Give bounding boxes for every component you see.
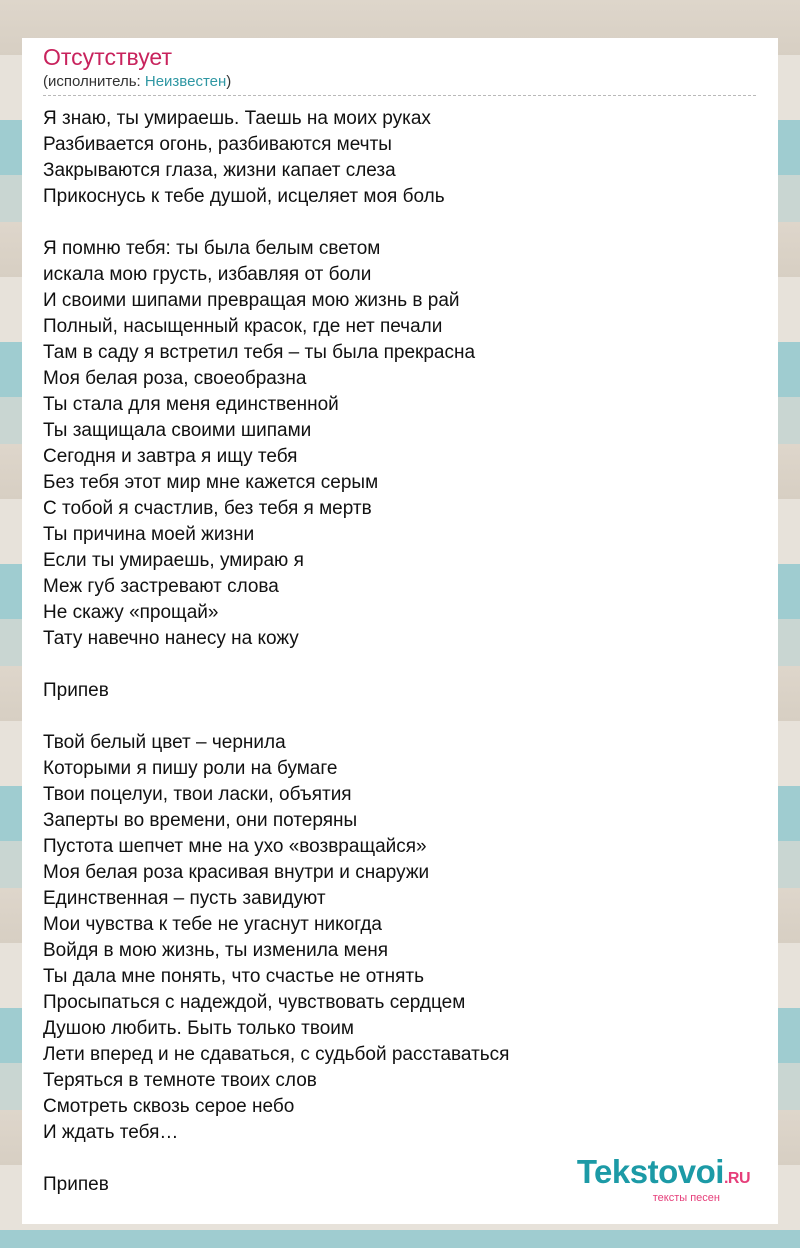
lyric-line: Разбивается огонь, разбиваются мечты <box>43 134 392 155</box>
lyric-line: Припев <box>43 680 109 701</box>
lyric-line: Там в саду я встретил тебя – ты была прекрасна <box>43 342 476 363</box>
lyric-line: Лети вперед и не сдаваться, с судьбой расставаться <box>43 1044 510 1065</box>
lyric-line: Душою любить. Быть только твоим <box>43 1018 354 1039</box>
stanza-gap <box>43 210 778 236</box>
lyric-line: Заперты во времени, они потеряны <box>43 810 358 831</box>
logo-wordmark: Tekstovoi <box>576 1153 724 1190</box>
lyric-line: Полный, насыщенный красок, где нет печали <box>43 316 443 337</box>
lyric-line: Единственная – пусть завидуют <box>43 888 326 909</box>
byline-prefix: (исполнитель: <box>43 73 145 90</box>
stanza-gap <box>43 652 778 678</box>
lyric-line: Я знаю, ты умираешь. Таешь на моих руках <box>43 108 431 129</box>
lyrics-body <box>43 106 778 1198</box>
lyric-line: Я помню тебя: ты была белым светом <box>43 238 381 259</box>
lyric-line: И ждать тебя… <box>43 1122 179 1143</box>
dashed-divider <box>43 95 756 96</box>
lyric-line: Просыпаться с надеждой, чувствовать сердцем <box>43 992 466 1013</box>
lyric-line: Припев <box>43 1174 109 1195</box>
song-title: Отсутствует <box>43 44 172 70</box>
lyric-line: Ты дала мне понять, что счастье не отнять <box>43 966 424 987</box>
lyric-line: Закрываются глаза, жизни капает слеза <box>43 160 396 181</box>
byline-suffix: ) <box>226 73 232 90</box>
lyrics-card <box>22 38 778 1224</box>
lyric-line: Сегодня и завтра я ищу тебя <box>43 446 298 467</box>
artist-byline <box>43 72 778 92</box>
artist-link[interactable]: Неизвестен <box>144 73 227 90</box>
lyric-line: искала мою грусть, избавляя от боли <box>43 264 372 285</box>
stanza-gap <box>43 704 778 730</box>
lyric-line: Моя белая роза, своеобразна <box>43 368 307 389</box>
site-logo[interactable] <box>577 1155 750 1204</box>
logo-tagline: тексты песен <box>652 1192 720 1204</box>
lyric-line: Ты причина моей жизни <box>43 524 255 545</box>
lyric-line: Ты стала для меня единственной <box>43 394 339 415</box>
lyric-line: Прикоснусь к тебе душой, исцеляет моя боль <box>43 186 445 207</box>
lyric-line: Тату навечно нанесу на кожу <box>43 628 299 649</box>
lyric-line: Мои чувства к тебе не угаснут никогда <box>43 914 382 935</box>
lyric-line: Смотреть сквозь серое небо <box>43 1096 295 1117</box>
lyric-line: Которыми я пишу роли на бумаге <box>43 758 338 779</box>
lyric-line: И своими шипами превращая мою жизнь в рай <box>43 290 460 311</box>
lyric-line: Не скажу «прощай» <box>43 602 219 623</box>
lyric-line: Твой белый цвет – чернила <box>43 732 286 753</box>
lyric-line: Войдя в мою жизнь, ты изменила меня <box>43 940 389 961</box>
lyric-line: Ты защищала своими шипами <box>43 420 312 441</box>
lyric-line: Моя белая роза красивая внутри и снаружи <box>43 862 430 883</box>
logo-tld: .RU <box>723 1170 750 1187</box>
lyric-line: Меж губ застревают слова <box>43 576 279 597</box>
lyric-line: Теряться в темноте твоих слов <box>43 1070 317 1091</box>
lyric-line: Твои поцелуи, твои ласки, объятия <box>43 784 352 805</box>
lyric-line: Без тебя этот мир мне кажется серым <box>43 472 379 493</box>
lyric-line: Если ты умираешь, умираю я <box>43 550 304 571</box>
lyric-line: Пустота шепчет мне на ухо «возвращайся» <box>43 836 427 857</box>
lyric-line: С тобой я счастлив, без тебя я мертв <box>43 498 372 519</box>
